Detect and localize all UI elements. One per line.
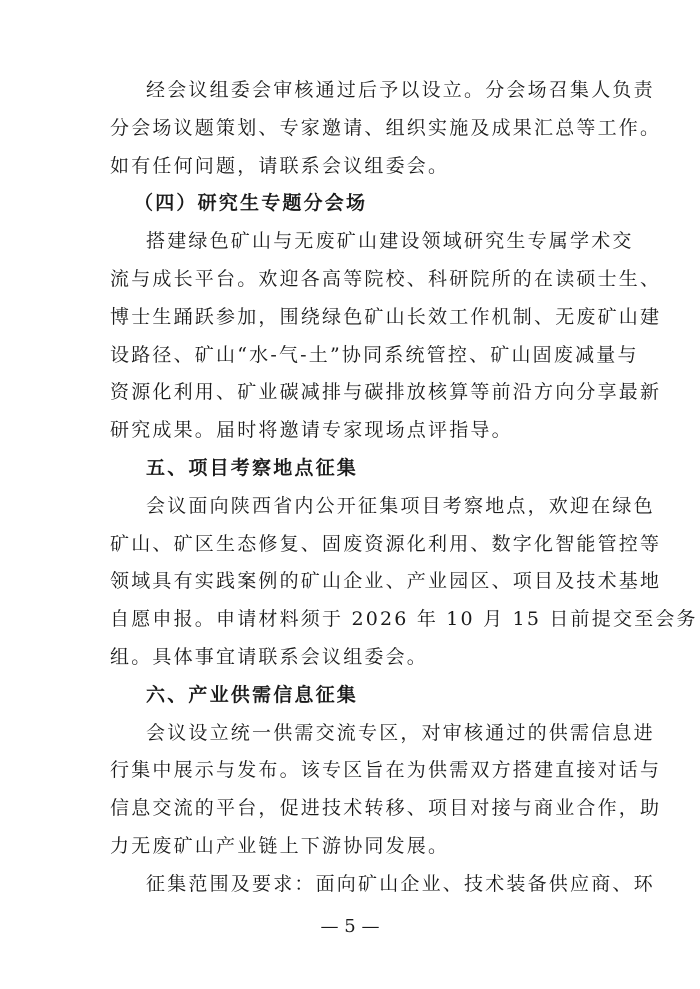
subsection-heading: （四）研究生专题分会场: [134, 192, 368, 215]
body-line: 会议设立统一供需交流专区，对审核通过的供需信息进: [146, 721, 655, 744]
body-line: 设路径、矿山“水-气-土”协同系统管控、矿山固废减量与: [110, 343, 639, 366]
body-line: 力无废矿山产业链上下游协同发展。: [110, 834, 450, 857]
section-heading: 六、产业供需信息征集: [146, 683, 359, 706]
body-line: 搭建绿色矿山与无废矿山建设领域研究生专属学术交: [146, 230, 634, 253]
body-line: 流与成长平台。欢迎各高等院校、科研院所的在读硕士生、: [110, 267, 662, 290]
section-heading: 五、项目考察地点征集: [146, 456, 359, 479]
body-line: 行集中展示与发布。该专区旨在为供需双方搭建直接对话与: [110, 759, 662, 782]
body-line: 组。具体事宜请联系会议组委会。: [110, 645, 429, 668]
body-line: 自愿申报。申请材料须于 2026 年 10 月 15 日前提交至会务: [110, 608, 698, 631]
body-line: 信息交流的平台，促进技术转移、项目对接与商业合作，助: [110, 797, 662, 820]
body-line: 经会议组委会审核通过后予以设立。分会场召集人负责: [146, 79, 655, 101]
body-line: 博士生踊跃参加，围绕绿色矿山长效工作机制、无废矿山建: [110, 305, 662, 328]
body-line: 矿山、矿区生态修复、固废资源化利用、数字化智能管控等: [110, 532, 662, 555]
page-number: — 5 —: [320, 916, 380, 937]
body-line: 征集范围及要求：面向矿山企业、技术装备供应商、环: [146, 872, 655, 895]
body-line: 分会场议题策划、专家邀请、组织实施及成果汇总等工作。: [110, 116, 662, 139]
body-line: 资源化利用、矿业碳减排与碳排放核算等前沿方向分享最新: [110, 381, 662, 404]
body-line: 研究成果。届时将邀请专家现场点评指导。: [110, 419, 513, 442]
body-line: 如有任何问题，请联系会议组委会。: [110, 154, 450, 177]
body-line: 会议面向陕西省内公开征集项目考察地点，欢迎在绿色: [146, 494, 655, 517]
body-line: 领域具有实践案例的矿山企业、产业园区、项目及技术基地: [110, 570, 662, 593]
document-body: [110, 72, 698, 904]
